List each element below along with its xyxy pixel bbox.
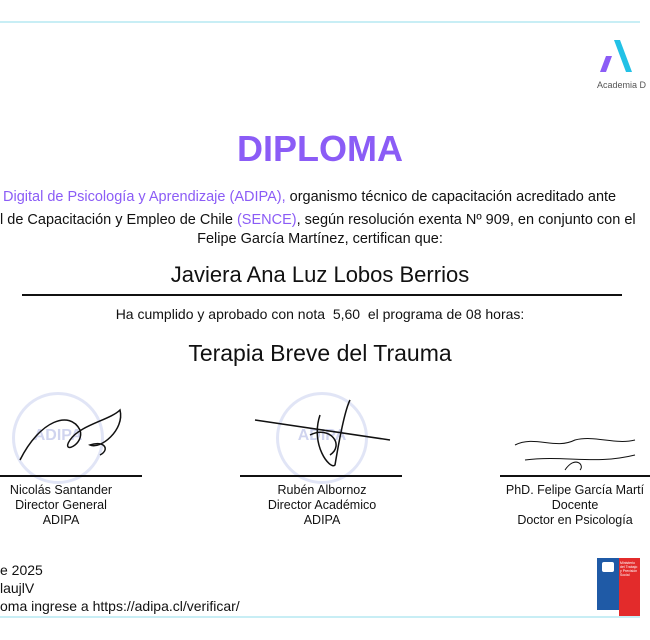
signatory-name: PhD. Felipe García Martí (505, 483, 645, 497)
signatory-org: ADIPA (303, 513, 341, 527)
completion-suffix: el programa de 08 horas: (367, 306, 525, 322)
signature-line (0, 475, 142, 477)
seal-text: ADIPA (33, 427, 83, 444)
signatory-role: Director Académico (267, 498, 377, 512)
signatory-role: Docente (551, 498, 599, 512)
logo-text: Academia D (597, 80, 647, 90)
signature-1 (10, 400, 140, 475)
intro-line-2 (0, 212, 636, 228)
verification-link[interactable]: oma ingrese a https://adipa.cl/verificar/ (0, 598, 240, 614)
adipa-name: Digital de Psicología y Aprendizaje (ADIPA), (3, 189, 286, 205)
course-title: Terapia Breve del Trauma (188, 340, 452, 366)
signatory-org: ADIPA (42, 513, 80, 527)
signature-3 (505, 425, 640, 475)
gov-logo-blue (597, 558, 619, 610)
signatory-org: Doctor en Psicología (517, 513, 633, 527)
signature-line (240, 475, 402, 477)
signatory-3 (500, 483, 650, 528)
sence-name: (SENCE) (236, 212, 297, 228)
completion-prefix: Ha cumplido y aprobado con nota (115, 306, 326, 322)
signatory-role: Director General (15, 498, 107, 512)
signature-line (500, 475, 650, 477)
grade: 5,60 (332, 306, 361, 322)
intro-line-1 (3, 189, 616, 205)
intro-text: , según resolución exenta Nº 909, en conjunto con el (296, 212, 636, 228)
government-logo (597, 558, 640, 610)
gov-logo-red: Ministerio del Trabajo y Previsión Social (619, 558, 640, 616)
diploma-title: DIPLOMA (237, 128, 403, 169)
bottom-border (0, 616, 640, 618)
verification-code: laujlV (0, 580, 35, 596)
intro-text: l de Capacitación y Empleo de Chile (0, 212, 237, 228)
coat-of-arms-icon (602, 562, 614, 572)
recipient-name: Javiera Ana Luz Lobos Berrios (170, 262, 470, 287)
signatory-2 (252, 483, 392, 528)
intro-text: organismo técnico de capacitación acreditado ante (285, 189, 617, 205)
signatory-name: Nicolás Santander (9, 483, 113, 497)
issue-date: e 2025 (0, 562, 43, 578)
completion-text (0, 306, 640, 322)
name-underline (22, 294, 622, 296)
top-border (0, 21, 640, 23)
logo-mark-icon (596, 38, 636, 76)
signatory-1 (0, 483, 122, 528)
signature-2 (250, 395, 400, 475)
intro-line-3: Felipe García Martínez, certifican que: (197, 231, 443, 247)
seal-text: ADIPA (297, 427, 347, 444)
signatory-name: Rubén Albornoz (277, 483, 367, 497)
